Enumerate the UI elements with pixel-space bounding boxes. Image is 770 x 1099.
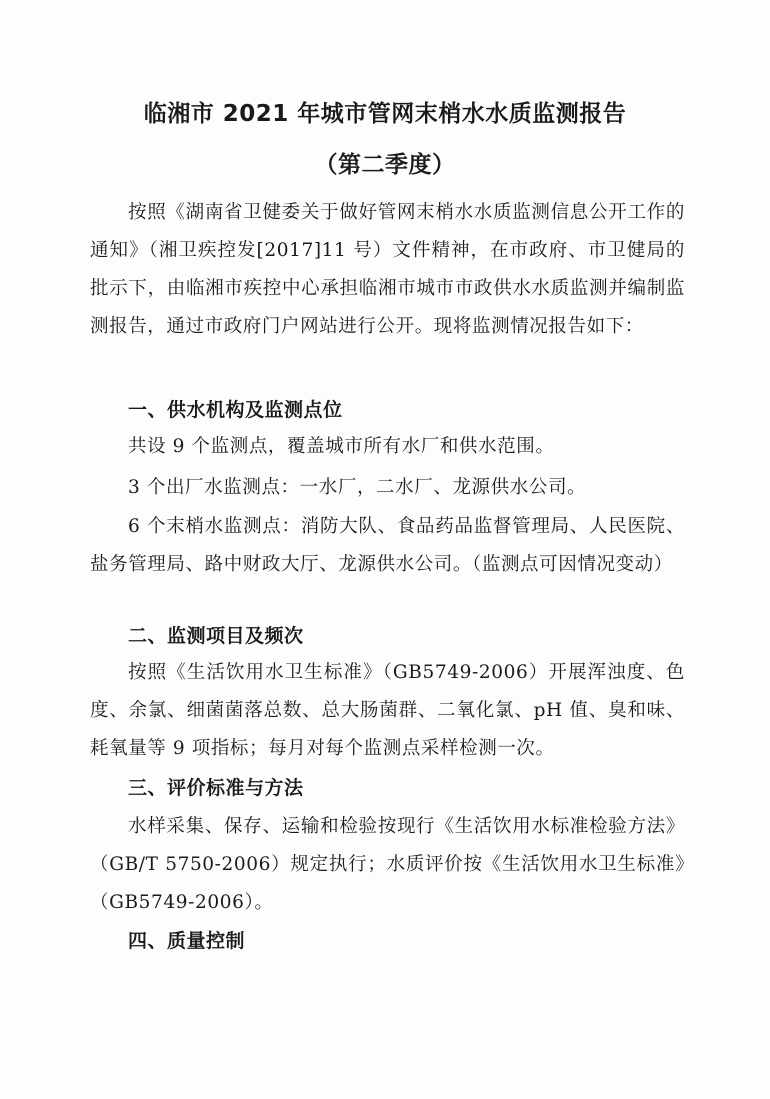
section-1-paragraph: 6 个末梢水监测点：消防大队、食品药品监督管理局、人民医院、盐务管理局、路中财政大厅、龙源供水公司。（监测点可因情况变动） — [90, 516, 685, 575]
intro-paragraph: 按照《湖南省卫健委关于做好管网末梢水水质监测信息公开工作的通知》（湘卫疾控发[2017]11 号）文件精神，在市政府、市卫健局的批示下，由临湘市疾控中心承担临湘市城市市政供水水质监测并编制监测报告，通过市政府门户网站进行公开。现将监测情况报告如下： — [90, 202, 685, 337]
section-heading-3: 三、评价标准与方法 — [128, 777, 304, 799]
section-2-paragraph: 按照《生活饮用水卫生标准》（GB5749-2006）开展浑浊度、色度、余氯、细菌菌落总数、总大肠菌群、二氧化氯、pH 值、臭和味、耗氧量等 9 项指标；每月对每个监测点采样检测一次。 — [90, 662, 685, 759]
section-1-line-1: 共设 9 个监测点，覆盖城市所有水厂和供水范围。 — [128, 436, 555, 457]
document-subtitle: （第二季度） — [314, 152, 456, 178]
section-heading-1: 一、供水机构及监测点位 — [128, 399, 343, 421]
section-heading-4: 四、质量控制 — [128, 930, 246, 952]
section-heading-2: 二、监测项目及频次 — [128, 625, 304, 647]
section-3-paragraph: 水样采集、保存、运输和检验按现行《生活饮用水标准检验方法》（GB/T 5750-2006）规定执行；水质评价按《生活饮用水卫生标准》（GB5749-2006）。 — [90, 816, 685, 913]
section-1-line-2: 3 个出厂水监测点：一水厂，二水厂、龙源供水公司。 — [128, 477, 587, 498]
document-title: 临湘市 2021 年城市管网末梢水水质监测报告 — [143, 101, 627, 127]
